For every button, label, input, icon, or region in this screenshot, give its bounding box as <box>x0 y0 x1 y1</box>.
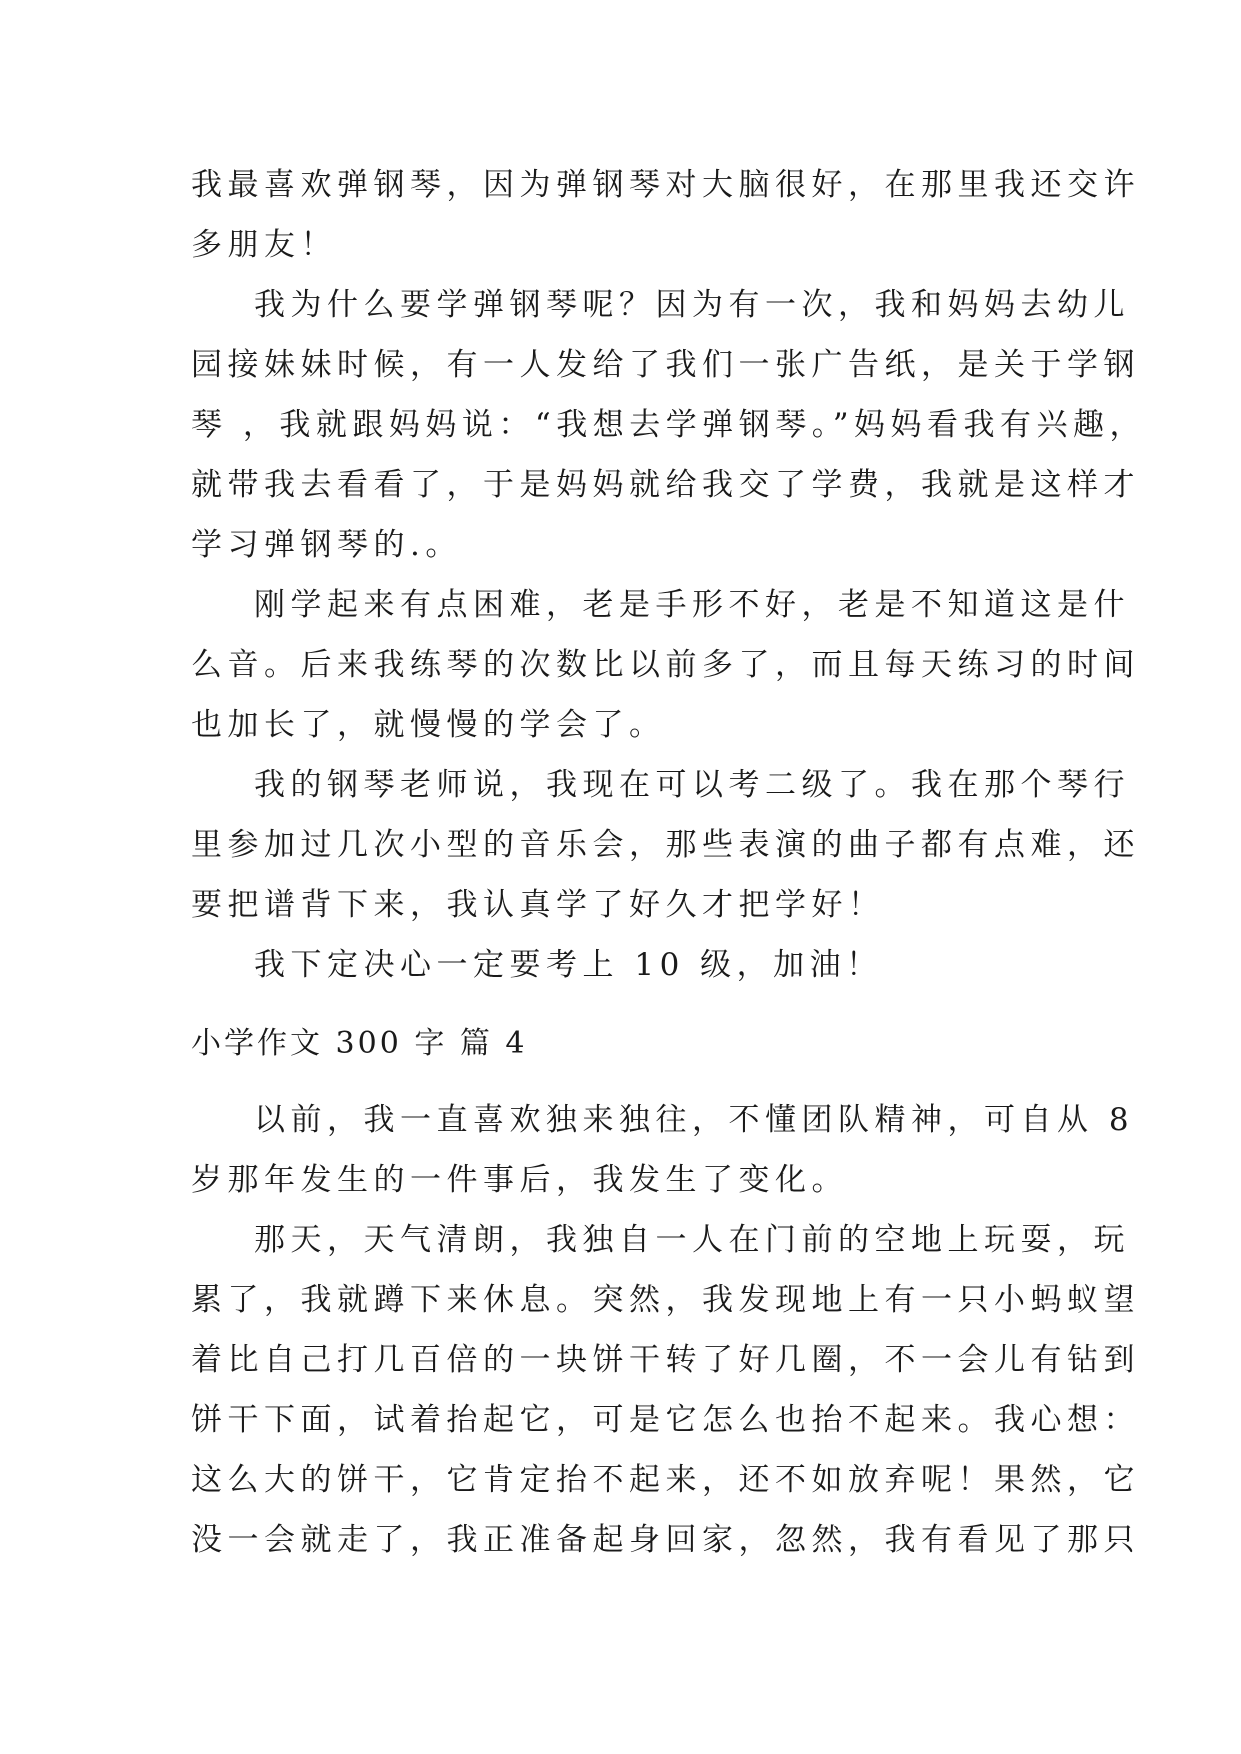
paragraph-line: 里参加过几次小型的音乐会，那些表演的曲子都有点难，还 <box>191 827 1140 863</box>
paragraph-line: 就带我去看看了，于是妈妈就给我交了学费，我就是这样才 <box>191 467 1140 503</box>
paragraph-line: 以前，我一直喜欢独来独往，不懂团队精神，可自从 8 <box>254 1102 1135 1138</box>
paragraph-line: 没一会就走了，我正准备起身回家，忽然，我有看见了那只 <box>191 1522 1140 1558</box>
paragraph-line: 我最喜欢弹钢琴，因为弹钢琴对大脑很好，在那里我还交许 <box>191 167 1140 203</box>
essay-section-3 <box>191 155 1147 995</box>
paragraph-line: 学习弹钢琴的.。 <box>191 527 462 563</box>
paragraph-line: 那天，天气清朗，我独自一人在门前的空地上玩耍，玩 <box>254 1222 1130 1258</box>
paragraph-line: 琴 ，我就跟妈妈说：“我想去学弹钢琴。”妈妈看我有兴趣， <box>191 407 1147 443</box>
paragraph-line: 我的钢琴老师说，我现在可以考二级了。我在那个琴行 <box>254 767 1130 803</box>
paragraph-line: 着比自己打几百倍的一块饼干转了好几圈，不一会儿有钻到 <box>191 1342 1140 1378</box>
section-heading-block <box>191 1014 1051 1074</box>
paragraph-line: 累了，我就蹲下来休息。突然，我发现地上有一只小蚂蚁望 <box>191 1282 1140 1318</box>
paragraph-line: 我为什么要学弹钢琴呢？因为有一次，我和妈妈去幼儿 <box>254 287 1130 323</box>
section-heading: 小学作文 300 字 篇 4 <box>191 1026 528 1061</box>
paragraph-line: 饼干下面，试着抬起它，可是它怎么也抬不起来。我心想： <box>191 1402 1140 1438</box>
essay-section-4 <box>191 1090 1140 1570</box>
paragraph-line: 要把谱背下来，我认真学了好久才把学好！ <box>191 887 885 923</box>
paragraph-line: 也加长了，就慢慢的学会了。 <box>191 707 666 743</box>
paragraph-line: 这么大的饼干，它肯定抬不起来，还不如放弃呢！果然，它 <box>191 1462 1140 1498</box>
paragraph-line: 多朋友！ <box>191 227 337 263</box>
paragraph-line: 岁那年发生的一件事后，我发生了变化。 <box>191 1162 848 1198</box>
paragraph-line: 园接妹妹时候，有一人发给了我们一张广告纸，是关于学钢 <box>191 347 1140 383</box>
paragraph-line: 刚学起来有点困难，老是手形不好，老是不知道这是什 <box>254 587 1130 623</box>
paragraph-line: 我下定决心一定要考上 10 级，加油！ <box>254 947 883 983</box>
document-page <box>191 0 1147 1754</box>
paragraph-line: 么音。后来我练琴的次数比以前多了，而且每天练习的时间 <box>191 647 1140 683</box>
